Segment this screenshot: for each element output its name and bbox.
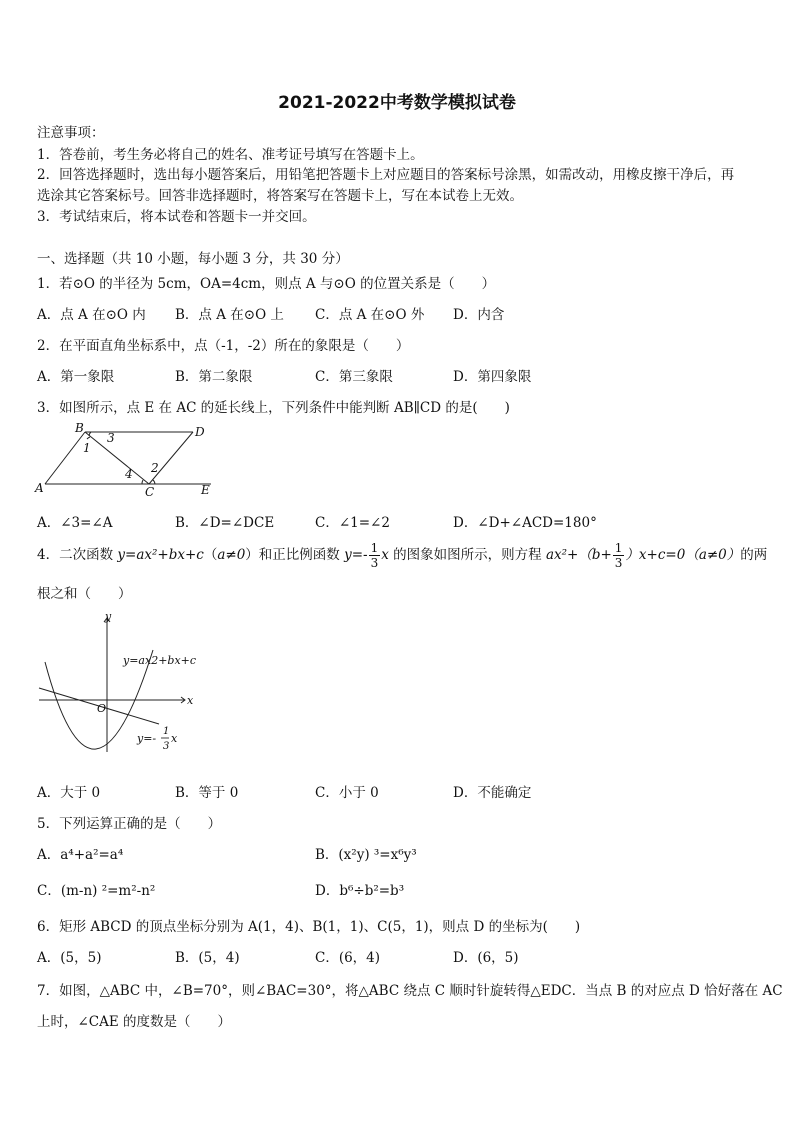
label-y-axis: y xyxy=(105,612,112,623)
question-2-text: 2．在平面直角坐标系中，点（-1，-2）所在的象限是（ ） xyxy=(37,338,410,354)
page-title: 2021-2022中考数学模拟试卷 xyxy=(278,93,516,113)
q3-option-b[interactable]: B．∠D=∠DCE xyxy=(175,515,275,531)
q4-option-b[interactable]: B．等于 0 xyxy=(175,785,239,801)
notice-item: 2．回答选择题时，选出每小题答案后，用铅笔把答题卡上对应题目的答案标号涂黑，如需改动，用橡皮擦干净后，再 xyxy=(37,167,735,183)
notice-item: 选涂其它答案标号。回答非选择题时，将答案写在答题卡上，写在本试卷上无效。 xyxy=(37,188,523,204)
notice-item: 1．答卷前，考生务必将自己的姓名、准考证号填写在答题卡上。 xyxy=(37,147,424,163)
q4-option-d[interactable]: D．不能确定 xyxy=(453,785,532,801)
fraction: $\frac{1}{3}$ xyxy=(370,541,379,570)
question-6-text: 6．矩形 ABCD 的顶点坐标分别为 A(1，4)、B(1，1)、C(5，1)，则点 D 的坐标为( ) xyxy=(37,919,581,935)
q1-option-c[interactable]: C．点 A 在⊙O 外 xyxy=(315,307,425,323)
question-7-text: 7．如图，△ABC 中，∠B=70°，则∠BAC=30°，将△ABC 绕点 C 顺时针旋转得△EDC．当点 B 的对应点 D 恰好落在 AC xyxy=(37,983,783,999)
question-4-text-line2: 根之和（ ） xyxy=(37,586,132,602)
question-1-text: 1．若⊙O 的半径为 5cm，OA=4cm，则点 A 与⊙O 的位置关系是（ ） xyxy=(37,276,496,292)
label-parabola: y=ax2+bx+c xyxy=(123,654,197,667)
angle-arc-1 xyxy=(87,437,90,439)
q1-option-d[interactable]: D．内含 xyxy=(453,307,505,323)
q1-option-a[interactable]: A．点 A 在⊙O 内 xyxy=(37,307,146,323)
label-c: C xyxy=(145,485,155,499)
q1-option-b[interactable]: B．点 A 在⊙O 上 xyxy=(175,307,284,323)
question-5-text: 5．下列运算正确的是（ ） xyxy=(37,816,222,832)
q2-option-b[interactable]: B．第二象限 xyxy=(175,369,253,385)
q3-figure xyxy=(33,420,218,500)
q3-option-d[interactable]: D．∠D+∠ACD=180° xyxy=(453,515,597,531)
q5-option-b[interactable]: B．(x²y) ³=x⁶y³ xyxy=(315,847,417,863)
q6-option-a[interactable]: A．(5，5) xyxy=(37,950,102,966)
q3-option-c[interactable]: C．∠1=∠2 xyxy=(315,515,390,531)
label-angle-3: 3 xyxy=(107,431,115,445)
label-line-num: 1 xyxy=(163,726,170,737)
q4-graph xyxy=(35,612,205,762)
fraction: $\frac{1}{3}$ xyxy=(614,541,623,570)
segment-dc xyxy=(149,432,193,484)
notice-heading: 注意事项： xyxy=(37,125,105,141)
q6-option-b[interactable]: B．(5，4) xyxy=(175,950,240,966)
question-4-text: 4．二次函数 y=ax²+bx+c（a≠0）和正比例函数 y=- $\frac{1}{3}$ x 的图象如图所示，则方程 ax²+（b+ $\frac{1}{3}$ ）x+c=0（a≠0）的两 xyxy=(37,541,768,570)
section-heading: 一、选择题（共 10 小题，每小题 3 分，共 30 分） xyxy=(37,251,349,267)
q6-option-d[interactable]: D．(6，5) xyxy=(453,950,519,966)
label-origin: O xyxy=(97,702,107,715)
q6-option-c[interactable]: C．(6，4) xyxy=(315,950,381,966)
label-x-axis: x xyxy=(187,694,194,707)
label-angle-4: 4 xyxy=(125,467,133,481)
label-line: y=- xyxy=(137,732,157,745)
segment-ab xyxy=(45,432,85,484)
angle-arc-2 xyxy=(153,480,155,484)
q4-option-a[interactable]: A．大于 0 xyxy=(37,785,101,801)
question-7-text-line2: 上时，∠CAE 的度数是（ ） xyxy=(37,1014,232,1030)
q5-option-d[interactable]: D．b⁶÷b²=b³ xyxy=(315,883,405,899)
angle-arc-3 xyxy=(89,432,91,436)
angle-arc-4 xyxy=(142,480,143,484)
segment-bc xyxy=(85,432,149,484)
q2-option-d[interactable]: D．第四象限 xyxy=(453,369,532,385)
q5-option-a[interactable]: A．a⁴+a²=a⁴ xyxy=(37,847,124,863)
label-angle-2: 2 xyxy=(151,461,159,475)
label-d: D xyxy=(195,425,205,439)
q2-option-a[interactable]: A．第一象限 xyxy=(37,369,115,385)
notice-item: 3．考试结束后，将本试卷和答题卡一并交回。 xyxy=(37,209,316,225)
label-a: A xyxy=(35,481,44,495)
q5-option-c[interactable]: C．(m-n) ²=m²-n² xyxy=(37,883,156,899)
q4-option-c[interactable]: C．小于 0 xyxy=(315,785,379,801)
q3-option-a[interactable]: A．∠3=∠A xyxy=(37,515,113,531)
label-e: E xyxy=(201,483,210,497)
label-line-x: x xyxy=(171,732,178,745)
q2-option-c[interactable]: C．第三象限 xyxy=(315,369,393,385)
label-line-den: 3 xyxy=(163,741,170,752)
label-b: B xyxy=(75,421,84,435)
label-angle-1: 1 xyxy=(83,441,91,455)
question-3-text: 3．如图所示，点 E 在 AC 的延长线上，下列条件中能判断 AB∥CD 的是( ) xyxy=(37,400,510,416)
